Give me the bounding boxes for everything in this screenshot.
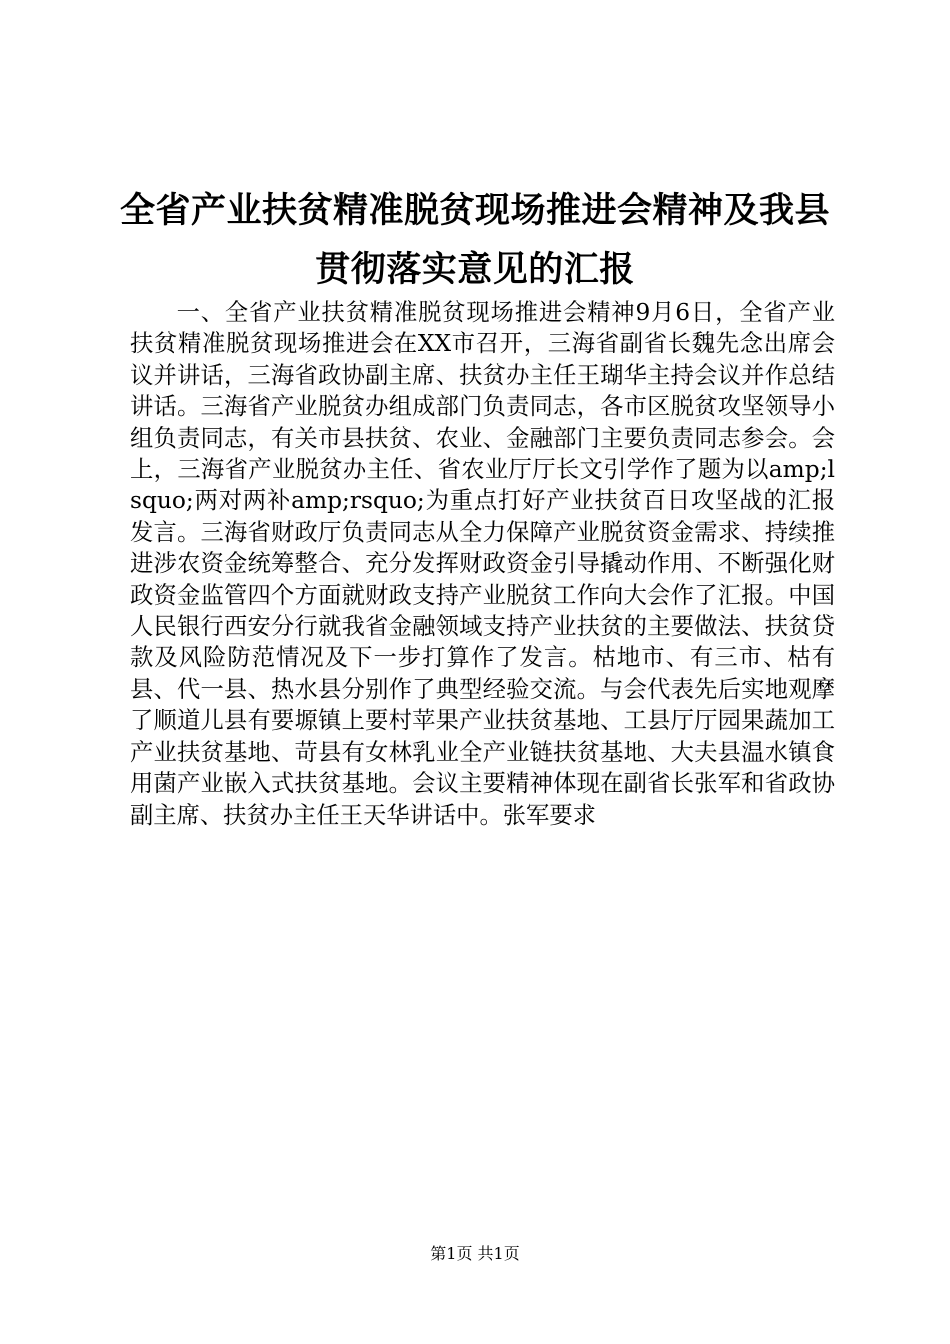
document-body-paragraph: 一、全省产业扶贫精准脱贫现场推进会精神9月6日，全省产业扶贫精准脱贫现场推进会在XX市召开，三海省副省长魏先念出席会议并讲话，三海省政协副主席、扶贫办主任王瑚华主持会议并作总结讲话。三海省产业脱贫办组成部门负责同志，各市区脱贫攻坚领导小组负责同志，有关市县扶贫、农业、金融部门主要负责同志参会。会上，三海省产业脱贫办主任、省农业厅厅长文引学作了题为以amp;lsquo;两对两补amp;rsquo;为重点打好产业扶贫百日攻坚战的汇报发言。三海省财政厅负责同志从全力保障产业脱贫资金需求、持续推进涉农资金统筹整合、充分发挥财政资金引导撬动作用、不断强化财政资金监管四个方面就财政支持产业脱贫工作向大会作了汇报。中国人民银行西安分行就我省金融领域支持产业扶贫的主要做法、扶贫贷款及风险防范情况及下一步打算作了发言。枯地市、有三市、枯有县、代一县、热水县分别作了典型经验交流。与会代表先后实地观摩了顺道儿县有要塬镇上要村苹果产业扶贫基地、工县厅厅园果蔬加工产业扶贫基地、苛县有女林乳业全产业链扶贫基地、大夫县温水镇食用菌产业嵌入式扶贫基地。会议主要精神体现在副省长张军和省政协副主席、扶贫办主任王天华讲话中。张军要求 [130,299,835,829]
document-title-line-1: 全省产业扶贫精准脱贫现场推进会精神及我县 [119,190,830,231]
page-footer: 第1页 共1页 [430,1244,520,1263]
document-title-line-2: 贯彻落实意见的汇报 [315,249,635,290]
